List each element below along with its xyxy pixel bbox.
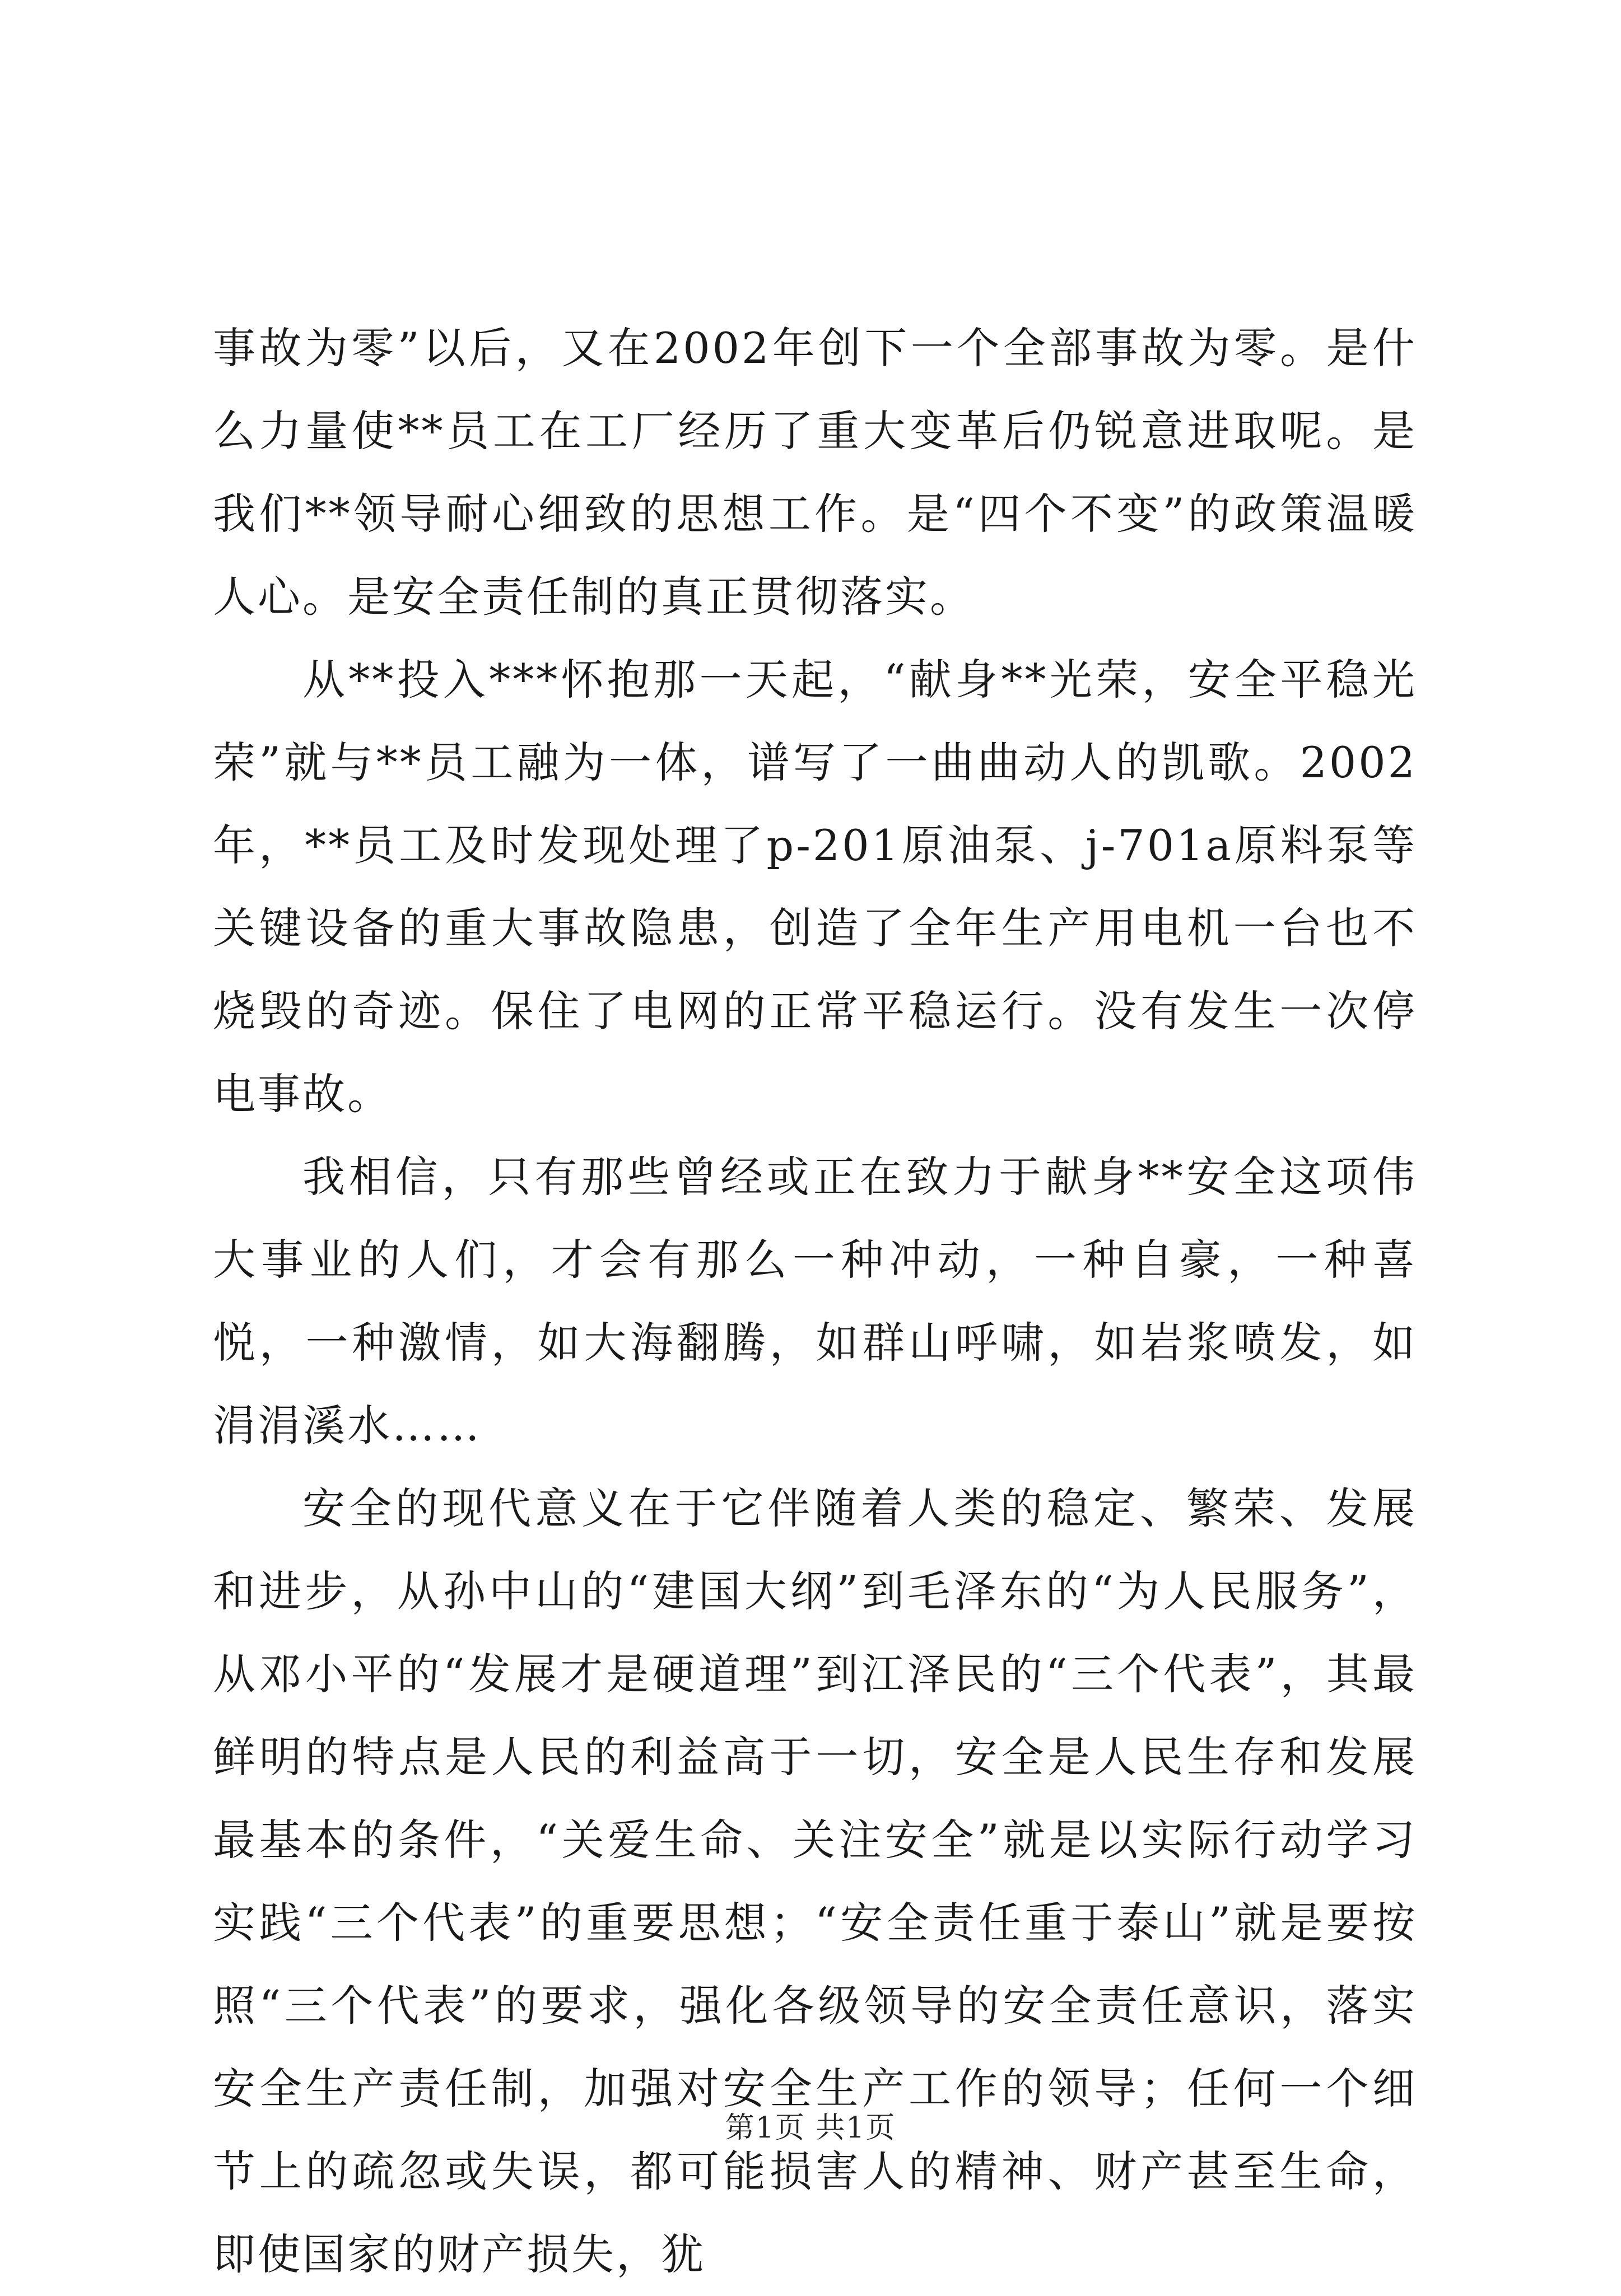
paragraph-4: 安全的现代意义在于它伴随着人类的稳定、繁荣、发展和进步，从孙中山的“建国大纲”到毛泽东的“为人民服务”，从邓小平的“发展才是硬道理”到江泽民的“三个代表”，其最鲜明的特点是人民的利益高于一切，安全是人民生存和发展最基本的条件，“关爱生命、关注安全”就是以实际行动学习实践“三个代表”的重要思想；“安全责任重于泰山”就是要按照“三个代表”的要求，强化各级领导的安全责任意识，落实安全生产责任制，加强对安全生产工作的领导；任何一个细节上的疏忽或失误，都可能损害人的精神、财产甚至生命，即使国家的财产损失，犹 bbox=[213, 1483, 1417, 2279]
page-footer: 第1页 共1页 bbox=[725, 2111, 896, 2145]
paragraph-3: 我相信，只有那些曾经或正在致力于献身**安全这项伟大事业的人们，才会有那么一种冲动，一种自豪，一种喜悦，一种激情，如大海翻腾，如群山呼啸，如岩浆喷发，如涓涓溪水…… bbox=[213, 1152, 1417, 1450]
paragraph-2: 从**投入***怀抱那一天起，“献身**光荣，安全平稳光荣”就与**员工融为一体，谱写了一曲曲动人的凯歌。2002年，**员工及时发现处理了p-201原油泵、j-701a原料泵等关键设备的重大事故隐患，创造了全年生产用电机一台也不烧毁的奇迹。保住了电网的正常平稳运行。没有发生一次停电事故。 bbox=[213, 655, 1417, 1119]
document-body bbox=[213, 307, 1417, 2296]
paragraph-1: 事故为零”以后，又在2002年创下一个全部事故为零。是什么力量使**员工在工厂经历了重大变革后仍锐意进取呢。是我们**领导耐心细致的思想工作。是“四个不变”的政策温暖人心。是安全责任制的真正贯彻落实。 bbox=[213, 323, 1417, 622]
